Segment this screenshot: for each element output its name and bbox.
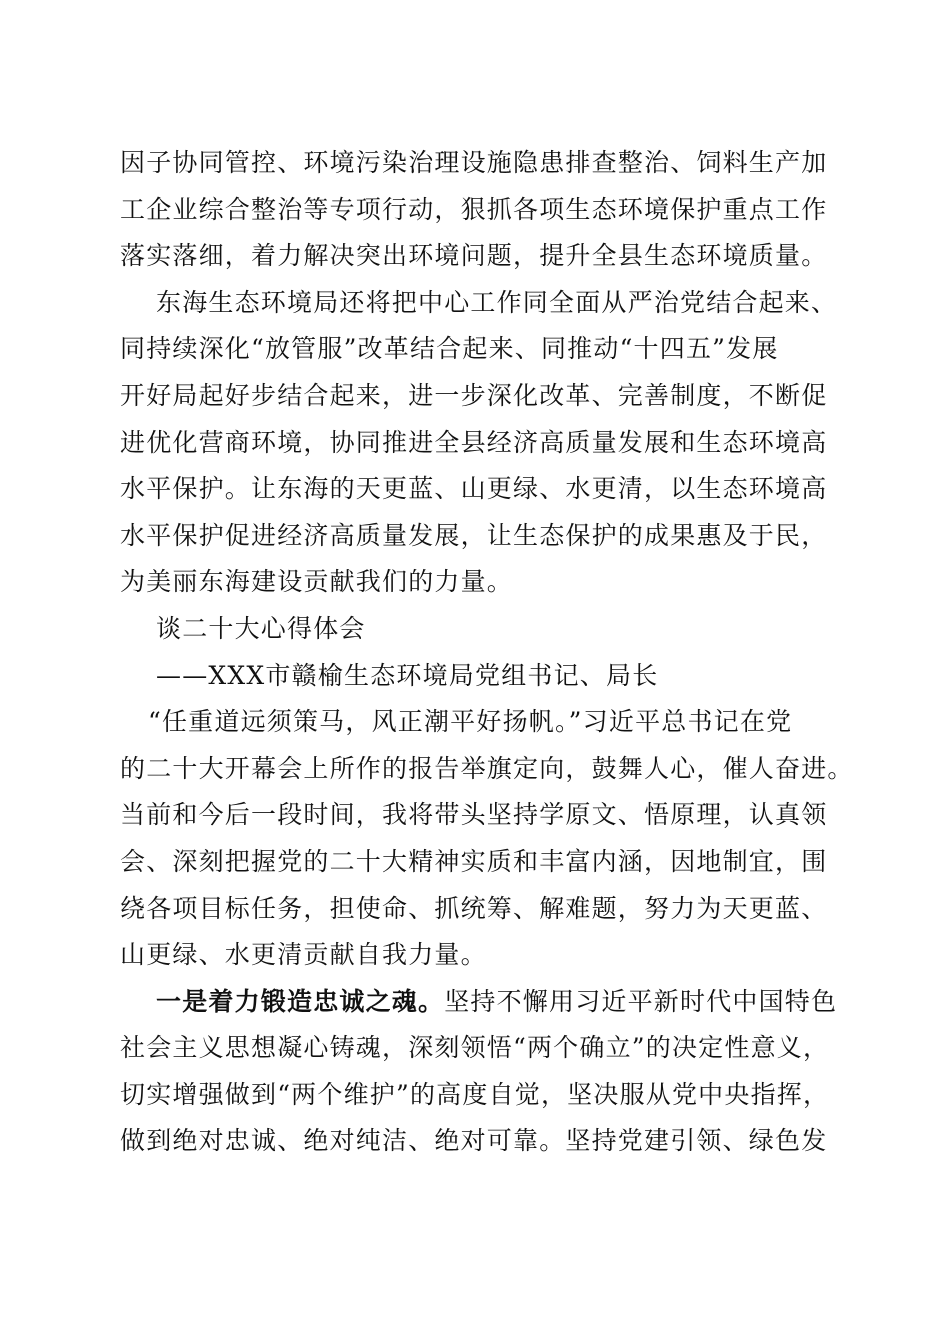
text-line: “任重道远须策马，风正潮平好扬帆。”习近平总书记在党 — [148, 707, 793, 737]
text-line: 做到绝对忠诚、绝对纯洁、绝对可靠。坚持党建引领、绿色发 — [120, 1126, 828, 1156]
text-line: 工企业综合整治等专项行动，狠抓各项生态环境保护重点工作 — [120, 194, 828, 224]
text-line: 的二十大开幕会上所作的报告举旗定向，鼓舞人心，催人奋进。 — [120, 753, 854, 783]
lead-rest: 坚持不懈用习近平新时代中国特色 — [444, 986, 838, 1016]
text-line: 山更绿、水更清贡献自我力量。 — [120, 940, 487, 970]
paragraph-loyalty — [120, 979, 838, 1165]
text-line: 会、深刻把握党的二十大精神实质和丰富内涵，因地制宜，围 — [120, 846, 828, 876]
text-line: 水平保护促进经济高质量发展，让生态保护的成果惠及于民， — [120, 520, 828, 550]
text-line: 开好局起好步结合起来，进一步深化改革、完善制度，不断促 — [120, 380, 828, 410]
text-line: 水平保护。让东海的天更蓝、山更绿、水更清，以生态环境高 — [120, 474, 828, 504]
paragraph-continuation — [120, 140, 830, 280]
text-line: 绕各项目标任务，担使命、抓统筹、解难题，努力为天更蓝、 — [120, 893, 828, 923]
text-line: 进优化营商环境，协同推进全县经济高质量发展和生态环境高 — [120, 427, 828, 457]
section-title: 谈二十大心得体会 — [156, 613, 366, 643]
paragraph-donghai-plan — [120, 280, 838, 606]
text-line: 社会主义思想凝心铸魂，深刻领悟“两个确立”的决定性意义， — [120, 1033, 830, 1063]
text-line: 当前和今后一段时间，我将带头坚持学原文、悟原理，认真领 — [120, 800, 828, 830]
text-line: 东海生态环境局还将把中心工作同全面从严治党结合起来、 — [156, 287, 838, 317]
text-line: 落实落细，着力解决突出环境问题，提升全县生态环境质量。 — [120, 241, 828, 271]
document-body — [120, 140, 854, 1165]
paragraph-report-intro — [120, 699, 854, 979]
text-line: 切实增强做到“两个维护”的高度自觉，坚决服从党中央指挥， — [120, 1079, 830, 1109]
text-line: 因子协同管控、环境污染治理设施隐患排查整治、饲料生产加 — [120, 148, 828, 177]
byline: ——XXX市赣榆生态环境局党组书记、局长 — [156, 660, 659, 690]
text-line — [120, 979, 838, 1026]
text-line: 为美丽东海建设贡献我们的力量。 — [120, 567, 514, 597]
text-line: 同持续深化“放管服”改革结合起来、同推动“十四五”发展 — [120, 334, 779, 364]
lead-phrase: 一是着力锻造忠诚之魂。 — [156, 986, 445, 1016]
